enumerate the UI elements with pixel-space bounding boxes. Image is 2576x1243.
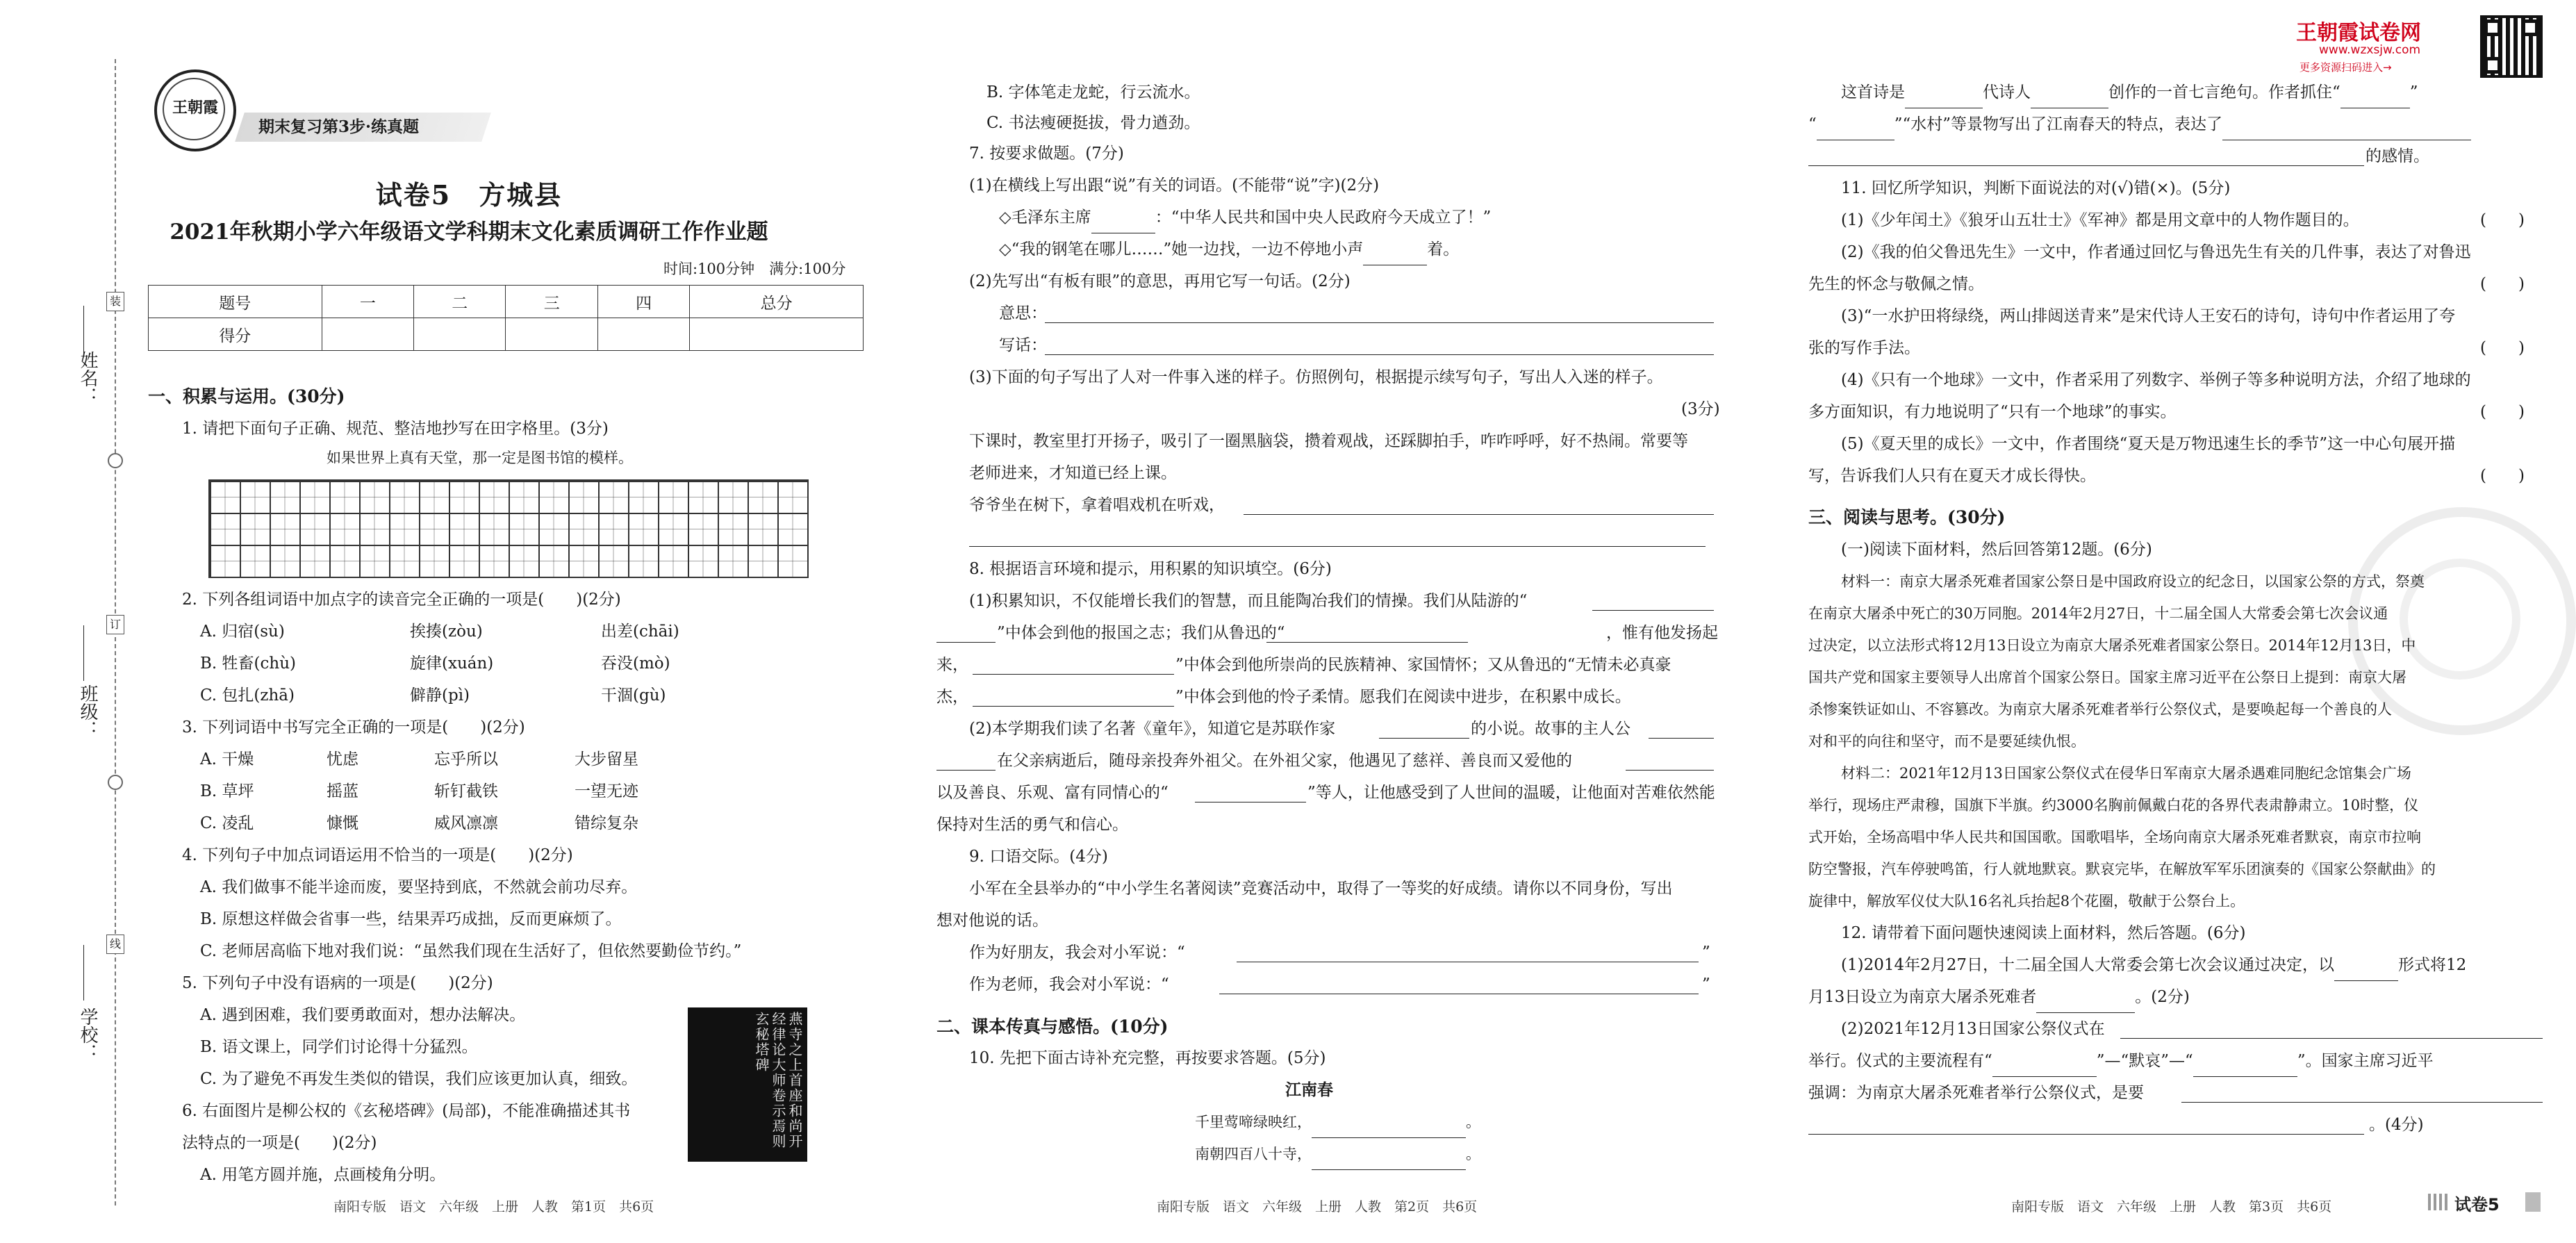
logo-text: 王朝霞 (172, 99, 218, 117)
material-2-line-5: 旋律中，解放军仪仗大队16名礼兵抬起8个花圈，敬献于公祭台上。 (1808, 893, 2245, 909)
q12-2b: 举行。仪式的主要流程有“ (1808, 1052, 1992, 1070)
q9-teacher-prompt: 作为老师，我会对小军说：“ (969, 976, 1169, 994)
qr-code-icon[interactable] (2480, 15, 2543, 78)
q11-item-2: (2)《我的伯父鲁迅先生》一文中，作者通过回忆与鲁迅先生有关的几件事，表达了对鲁迅 (1841, 243, 2471, 261)
score-header-cell: 一 (322, 286, 413, 318)
q2-b3: 吞没(mò) (601, 655, 670, 673)
material-1-line-2: 在南京大屠杀中死亡的30万同胞。2014年2月27日，十二届全国人大常委会第七次会议通 (1808, 605, 2388, 622)
q7-3-blank-1[interactable] (1244, 495, 1714, 515)
q3-a1: A. 干燥 (200, 750, 254, 768)
q7-2b-blank[interactable] (1045, 335, 1714, 355)
poem-q2-emotion-blank[interactable] (2222, 120, 2471, 140)
material-2-line-4: 防空警报，汽车停驶鸣笛，行人就地默哀。默哀完毕，在解放军军乐团演奏的《国家公祭献曲》的 (1808, 861, 2436, 878)
score-table-row (149, 318, 864, 351)
q8-1d-cont: ”中体会到他的怜子柔情。愿我们在阅读中进步，在积累中成长。 (1175, 688, 1631, 706)
q11-item-5: (5)《夏天里的成长》一文中，作者围绕“夏天是万物迅速生长的季节”这一中心句展开描 (1841, 435, 2456, 453)
q12-1c: 月13日设立为南京大屠杀死难者 (1808, 988, 2037, 1006)
q7-1b-pre: ◇“我的钢笔在哪儿……”她一边找，一边不停地小声 (999, 240, 1364, 258)
q11-mark-3[interactable]: ( ) (2480, 339, 2525, 357)
paper-title: 试卷5 方城县 (375, 179, 563, 211)
q8-2c-blank[interactable] (1195, 782, 1306, 802)
q8-1a: (1)积累知识，不仅能增长我们的智慧，而且能陶冶我们的情操。我们从陆游的“ (969, 592, 1528, 610)
binding-mark: 订 (106, 615, 124, 634)
q2-a3: 出差(chāi) (601, 623, 679, 641)
q12-1-blank-1[interactable] (2334, 961, 2398, 981)
score-cell[interactable] (414, 318, 506, 351)
poem-q-scene-blank[interactable] (2340, 88, 2410, 108)
q9-scenario: 小军在全县举办的“中小学生名著阅读”竞赛活动中，取得了一等奖的好成绩。请你以不同身份，写出 (969, 880, 1673, 898)
score-cell[interactable] (690, 318, 864, 351)
q8-1b-cont: ，惟有他发扬起 (1606, 624, 1718, 642)
poem-q-poet-label: 代诗人 (1983, 83, 2031, 101)
score-header-cell: 题号 (149, 286, 322, 318)
qr-finder (2522, 19, 2538, 36)
q10-text: 10. 先把下面古诗补充完整，再按要求答题。(5分) (969, 1049, 1326, 1067)
q12-text: 12. 请带着下面问题快速阅读上面材料，然后答题。(6分) (1841, 924, 2246, 942)
q12-1d: 。(2分) (2135, 988, 2190, 1006)
score-header-cell: 四 (597, 286, 689, 318)
q11-mark-1[interactable]: ( ) (2480, 211, 2525, 229)
q7-3-prompt: 爷爷坐在树下，拿着唱戏机在听戏， (969, 496, 1225, 514)
q3-b1: B. 草坪 (200, 782, 254, 800)
section-2-heading: 二、课本传真与感悟。(10分) (936, 1016, 1169, 1037)
q8-2a-blank-2[interactable] (1649, 718, 1714, 739)
q3-b4: 一望无迹 (575, 782, 638, 800)
page-1 (0, 0, 896, 1243)
q9-text: 9. 口语交际。(4分) (969, 848, 1108, 866)
poem-line-1 (1195, 1106, 1480, 1138)
q8-2a-cont: 的小说。故事的主人公 (1471, 720, 1630, 738)
q3-b3: 斩钉截铁 (434, 782, 498, 800)
score-cell[interactable] (506, 318, 597, 351)
q3-text: 3. 下列词语中书写完全正确的一项是( )(2分) (182, 718, 525, 736)
class-label: 班级： (77, 684, 98, 739)
score-cell[interactable] (597, 318, 689, 351)
calligraphy-rubbing-image: 燕寺之上首座和尚开经律论大师卷示焉则玄秘塔碑 (688, 1007, 807, 1162)
q8-2a-blank[interactable] (1379, 718, 1469, 739)
material-2-line-1: 材料二：2021年12月13日国家公祭仪式在侵华日军南京大屠杀遇难同胞纪念馆集会广场 (1841, 765, 2411, 782)
poem-q-author-label: 这首诗是 (1841, 83, 1905, 101)
poem-question-line-1 (1841, 76, 2418, 108)
q12-2-step-1-blank[interactable] (1992, 1057, 2097, 1077)
q6-opt-a: A. 用笔方圆并施，点画棱角分明。 (200, 1166, 446, 1184)
q9-friend-close: ” (1702, 944, 1710, 962)
score-table-header (149, 286, 864, 318)
q12-1b: 形式将12 (2398, 956, 2467, 974)
q7-2a-label: 意思： (999, 304, 1047, 322)
q11-item-5-cont: 写，告诉我们人只有在夏天才成长得快。 (1808, 467, 2096, 485)
q7-3-example-2: 老师进来，才知道已经上课。 (969, 464, 1177, 482)
q7-3-score: (3分) (1681, 400, 1720, 418)
q3-b2: 摇蓝 (327, 782, 358, 800)
poem-q-cont: 创作的一首七言绝句。作者抓住“ (2108, 83, 2340, 101)
score-row-label: 得分 (149, 318, 322, 351)
q7-1b-post: 着。 (1427, 240, 1460, 258)
page-1-footer: 南阳专版 语文 六年级 上册 人教 第1页 共6页 (333, 1199, 654, 1215)
q12-1-blank-2[interactable] (2036, 993, 2135, 1013)
q5-text: 5. 下列句子中没有语病的一项是( )(2分) (182, 974, 493, 992)
qr-finder (2484, 19, 2501, 36)
q12-2c: ”—“默哀”—“ (2096, 1052, 2193, 1070)
time-info: 时间:100分钟 满分:100分 (663, 261, 846, 277)
q4-text: 4. 下列句子中加点词语运用不恰当的一项是( )(2分) (182, 846, 573, 864)
q7-3-example-1: 下课时，教室里打开扬子，吸引了一圈黑脑袋，攒着观战，还踩脚拍手，咋咋呼呼，好不热闹。常要等 (969, 432, 1688, 450)
q2-text: 2. 下列各组词语中加点字的读音完全正确的一项是( )(2分) (182, 591, 621, 609)
brand-sub: 更多资源扫码进入→ (2300, 61, 2392, 74)
score-header-cell: 三 (506, 286, 597, 318)
q12-2f: 。(4分) (2369, 1116, 2424, 1134)
poem-line-2 (1195, 1138, 1480, 1170)
paper-tag-strip (2428, 1194, 2450, 1210)
score-header-cell: 总分 (690, 286, 864, 318)
q11-item-3-cont: 张的写作手法。 (1808, 339, 1920, 357)
q8-2b-blank[interactable] (1626, 750, 1714, 771)
q12-1-line-2 (1808, 981, 2190, 1013)
q8-text: 8. 根据语言环境和提示，用积累的知识填空。(6分) (969, 560, 1332, 578)
material-1-line-3: 过决定，以立法形式将12月13日设立为南京大屠杀死难者国家公祭日。2014年12月13日，中 (1808, 637, 2416, 654)
q3-c3: 威风凛凛 (434, 814, 498, 832)
material-1-line-6: 对和平的向往和坚守，而不是要延续仇恨。 (1808, 733, 2086, 750)
score-header-cell: 二 (414, 286, 506, 318)
q12-2-purpose-blank-1[interactable] (2181, 1083, 2543, 1103)
q11-mark-2[interactable]: ( ) (2480, 275, 2525, 293)
banner-text: 期末复习第3步·练真题 (258, 117, 420, 136)
q7-1a-blank[interactable] (1091, 213, 1155, 233)
q7-2a-blank[interactable] (1045, 303, 1714, 323)
material-2-line-2: 举行，现场庄严肃穆，国旗下半旗。约3000名胸前佩戴白花的各界代表肃静肃立。10时整，仪 (1808, 797, 2419, 814)
q3-c4: 错综复杂 (575, 814, 638, 832)
q7-3-blank-2[interactable] (969, 527, 1706, 547)
q8-1b-blank-pre[interactable] (936, 623, 996, 643)
q5-opt-b: B. 语文课上，同学们讨论得十分猛烈。 (200, 1038, 478, 1056)
q7-1a-post: ：“中华人民共和国中央人民政府今天成立了！” (1155, 208, 1492, 227)
q12-2-venue-blank[interactable] (2120, 1019, 2543, 1039)
poem-line-1-period: 。 (1466, 1114, 1480, 1130)
q9-friend-blank[interactable] (1237, 942, 1699, 962)
q11-mark-4[interactable]: ( ) (2480, 403, 2525, 421)
poem-line-1-blank[interactable] (1312, 1118, 1466, 1138)
q8-1d: 杰， (936, 688, 968, 706)
q2-a1: A. 归宿(sù) (200, 623, 285, 641)
page-2-footer: 南阳专版 语文 六年级 上册 人教 第2页 共6页 (1157, 1199, 1478, 1215)
q8-1c-blank[interactable] (973, 655, 1174, 675)
q7-1a (999, 201, 1491, 233)
q3-a4: 大步留星 (575, 750, 638, 768)
q12-2-step-3-blank[interactable] (2193, 1057, 2297, 1077)
reading-1-intro: (一)阅读下面材料，然后回答第12题。(6分) (1841, 541, 2152, 559)
paper-tag: 试卷5 (2454, 1195, 2500, 1215)
q2-b2: 旋律(xuán) (410, 655, 494, 673)
section-1-heading: 一、积累与运用。(30分) (148, 386, 345, 406)
q9-friend-prompt: 作为好朋友，我会对小军说：“ (969, 944, 1185, 962)
binding-mark: 装 (106, 292, 124, 311)
q11-item-2-cont: 先生的怀念与敬佩之情。 (1808, 275, 1984, 293)
q7-1b (999, 233, 1459, 265)
name-label: 姓名： (77, 351, 98, 405)
poem-q3-end: 的感情。 (2366, 147, 2429, 165)
paper-subtitle: 2021年秋期小学六年级语文学科期末文化素质调研工作作业题 (170, 220, 768, 245)
q8-1b: ”中体会到他的报国之志；我们从鲁迅的“ (997, 624, 1285, 642)
brand-url: www.wzxsjw.com (2319, 43, 2421, 57)
q11-item-3: (3)“一水护田将绿绕，两山排闼送青来”是宋代诗人王安石的诗句，诗句中作者运用了夸 (1841, 307, 2456, 325)
poem-q2-cont: ”“水村”等景物写出了江南春天的特点，表达了 (1894, 115, 2223, 133)
q8-2b: 在父亲病逝后，随母亲投奔外祖父。在外祖父家，他遇见了慈祥、善良而又爱他的 (997, 752, 1572, 770)
q8-2a: (2)本学期我们读了名著《童年》，知道它是苏联作家 (969, 720, 1336, 738)
score-table (148, 285, 864, 351)
score-cell[interactable] (322, 318, 413, 351)
q6-opt-b: B. 字体笔走龙蛇，行云流水。 (986, 83, 1200, 101)
q9-scenario-cont: 想对他说的话。 (936, 912, 1048, 930)
q11-text: 11. 回忆所学知识，判断下面说法的对(√)错(×)。(5分) (1841, 179, 2231, 197)
q3-a2: 忧虑 (327, 750, 358, 768)
q7-1-text: (1)在横线上写出跟“说”有关的词语。(不能带“说”字)(2分) (969, 176, 1380, 195)
q5-opt-c: C. 为了避免不再发生类似的错误，我们应该更加认真，细致。 (200, 1070, 638, 1088)
section-3-heading: 三、阅读与思考。(30分) (1808, 507, 2006, 527)
poem-line-1-text: 千里莺啼绿映红， (1195, 1114, 1312, 1130)
material-1-line-1: 材料一：南京大屠杀死难者国家公祭日是中国政府设立的纪念日，以国家公祭的方式，祭奠 (1841, 573, 2425, 590)
q6-text: 6. 右面图片是柳公权的《玄秘塔碑》(局部)，不能准确描述其书 (182, 1102, 631, 1120)
q8-1c: 来， (936, 656, 968, 674)
q1-text: 1. 请把下面句子正确、规范、整洁地抄写在田字格里。(3分) (182, 420, 609, 438)
poem-question-line-2 (1808, 108, 2471, 140)
page-2 (896, 0, 1758, 1243)
q8-2d: 保持对生活的勇气和信心。 (936, 816, 1128, 834)
q7-1a-pre: ◇毛泽东主席 (999, 208, 1091, 227)
q8-2c-cont: ”等人，让他感受到了人世间的温暖，让他面对苦难依然能 (1307, 784, 1715, 802)
q11-item-4-cont: 多方面知识，有力地说明了“只有一个地球”的事实。 (1808, 403, 2177, 421)
q1-sentence: 如果世界上真有天堂，那一定是图书馆的模样。 (327, 450, 633, 466)
q8-2c: 以及善良、乐观、富有同情心的“ (936, 784, 1169, 802)
page-3 (1758, 0, 2576, 1243)
q12-1a: (1)2014年2月27日，十二届全国人大常委会第七次会议通过决定，以 (1841, 956, 2335, 974)
poem-q-close: ” (2409, 83, 2418, 101)
material-1-line-5: 杀惨案铁证如山、不容篡改。为南京大屠杀死难者举行公祭仪式，是要唤起每一个善良的人 (1808, 701, 2392, 718)
q5-opt-a: A. 遇到困难，我们要勇敢面对，想办法解决。 (200, 1006, 526, 1024)
material-2-line-3: 式开始，全场高唱中华人民共和国国歌。国歌唱毕，全场向南京大屠杀死难者默哀，南京市拉响 (1808, 829, 2421, 846)
page-3-footer: 南阳专版 语文 六年级 上册 人教 第3页 共6页 (2011, 1199, 2332, 1215)
q11-mark-5[interactable]: ( ) (2480, 467, 2525, 485)
q9-teacher-close: ” (1702, 976, 1710, 994)
q8-1d-blank[interactable] (973, 686, 1174, 707)
poem-line-2-blank[interactable] (1312, 1150, 1466, 1170)
q4-opt-a: A. 我们做事不能半途而废，要坚持到底，不然就会前功尽弃。 (200, 878, 638, 896)
q11-item-1: (1)《少年闰土》《狼牙山五壮士》《军神》都是用文章中的人物作题目的。 (1841, 211, 2359, 229)
q2-c1: C. 包扎(zhā) (200, 686, 295, 705)
binding-hole (108, 775, 123, 790)
q8-2b-blank-pre[interactable] (936, 750, 996, 771)
poem-line-2-period: 。 (1466, 1146, 1480, 1162)
q3-c1: C. 凌乱 (200, 814, 254, 832)
q6-opt-c: C. 书法瘦硬挺拔，骨力遒劲。 (986, 114, 1200, 132)
q12-2a: (2)2021年12月13日国家公祭仪式在 (1841, 1020, 2105, 1038)
poem-title: 江南春 (1285, 1080, 1333, 1099)
school-field[interactable] (83, 945, 84, 1001)
q12-2e: 强调：为南京大屠杀死难者举行公祭仪式，是要 (1808, 1084, 2144, 1102)
class-field[interactable] (83, 625, 84, 681)
q8-1c-cont: ”中体会到他所崇尚的民族精神、家国情怀；又从鲁迅的“无情未必真豪 (1175, 656, 1671, 674)
material-1-line-4: 国共产党和国家主要领导人出席首个国家公祭日。国家主席习近平在公祭日上提到：南京大屠 (1808, 669, 2406, 686)
poem-q-poet-blank[interactable] (2031, 88, 2108, 108)
poem-q3-blank[interactable] (1808, 146, 2364, 166)
poem-q-dynasty-blank[interactable] (1905, 88, 1983, 108)
q6-text-cont: 法特点的一项是( )(2分) (182, 1134, 377, 1152)
q4-opt-c: C. 老师居高临下地对我们说：“虽然我们现在生活好了，但依然要勤俭节约。” (200, 942, 742, 960)
poem-q2-open: “ (1808, 115, 1817, 133)
q2-c3: 干涸(gù) (601, 686, 666, 705)
q4-opt-b: B. 原想这样做会省事一些，结果弄巧成拙，反而更麻烦了。 (200, 910, 622, 928)
q11-item-4: (4)《只有一个地球》一文中，作者采用了列数字、举例子等多种说明方法，介绍了地球的 (1841, 371, 2471, 389)
binding-mark: 线 (106, 935, 124, 954)
q9-teacher-blank[interactable] (1219, 974, 1699, 994)
q12-2-line-2 (1808, 1045, 2434, 1077)
logo-badge (154, 69, 236, 151)
poem-line-2-text: 南朝四百八十寺， (1195, 1146, 1312, 1162)
q2-b1: B. 牲畜(chù) (200, 655, 296, 673)
q3-c2: 慷慨 (327, 814, 358, 832)
q7-2-text: (2)先写出“有板有眼”的意思，再用它写一句话。(2分) (969, 272, 1351, 290)
school-label: 学校： (77, 1007, 98, 1062)
q12-2-purpose-blank-2[interactable] (1808, 1114, 2364, 1135)
binding-hole (108, 453, 123, 468)
q7-2b-label: 写话： (999, 336, 1047, 354)
name-field[interactable] (83, 306, 84, 354)
q12-2d: ”。国家主席习近平 (2297, 1052, 2434, 1070)
q7-3-text: (3)下面的句子写出了人对一件事入迷的样子。仿照例句，根据提示续写句子，写出人入迷的样子。 (969, 368, 1663, 386)
q2-c2: 僻静(pì) (410, 686, 470, 705)
poem-q2-blank[interactable] (1817, 120, 1894, 140)
qr-finder (2484, 57, 2501, 74)
q7-1b-blank[interactable] (1363, 245, 1427, 265)
q3-a3: 忘乎所以 (434, 750, 498, 768)
tianzige-grid[interactable] (208, 479, 809, 578)
q8-1b-blank[interactable] (1266, 623, 1468, 643)
q7-text: 7. 按要求做题。(7分) (969, 145, 1124, 163)
brand-logo-text: 王朝霞试卷网 (2296, 21, 2421, 45)
q8-1a-blank[interactable] (1592, 591, 1714, 611)
q2-a2: 挨揍(zòu) (410, 623, 483, 641)
q12-1-line-1 (1841, 949, 2466, 981)
paper-tag-block (2525, 1192, 2541, 1212)
